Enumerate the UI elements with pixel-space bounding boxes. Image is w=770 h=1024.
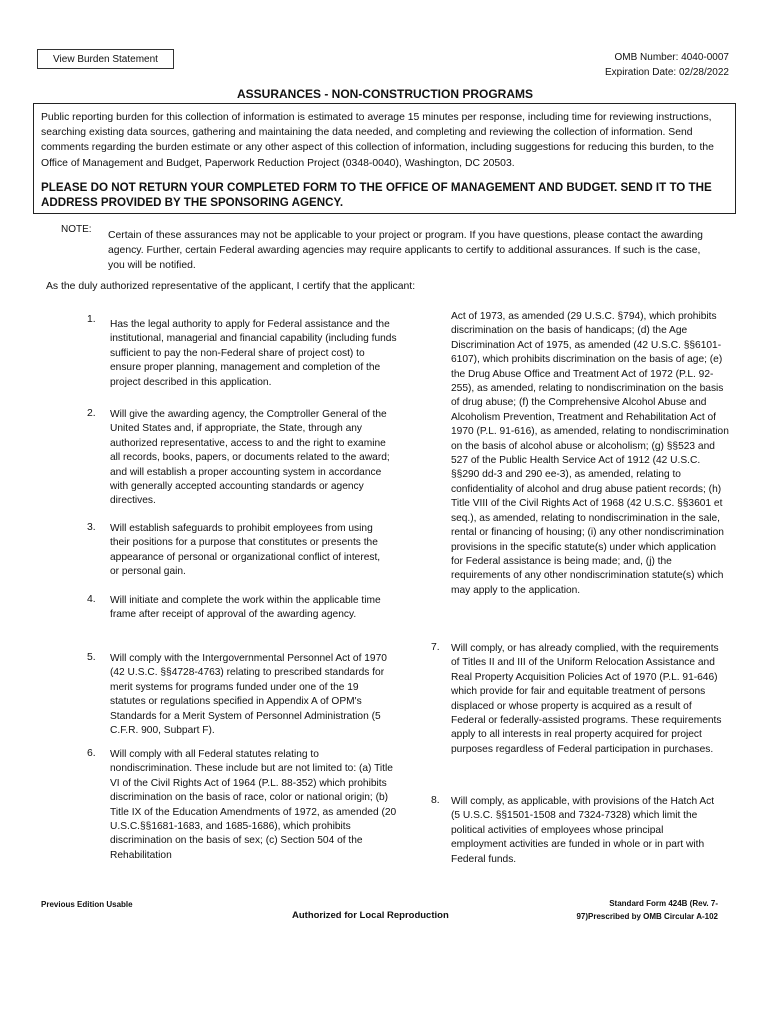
expiration-date: Expiration Date: 02/28/2022 (605, 67, 729, 78)
return-warning: PLEASE DO NOT RETURN YOUR COMPLETED FORM TO THE OFFICE OF MANAGEMENT AND BUDGET. SEND IT TO THE ADDRESS PROVIDED BY THE SPONSORING AGENCY. (41, 181, 712, 209)
item-1-text: Has the legal authority to apply for Federal assistance and the institutional, managerial and financial capability (including funds sufficient to pay the non-Federal share of project cost) to ensure proper planning, management and completion of the project described in this application. (110, 319, 397, 388)
item-4-number: 4. (87, 594, 96, 605)
burden-statement: Public reporting burden for this collection of information is estimated to average 15 minutes per response, including time for reviewing instructions, searching existing data sources, gathering and maintaining the data needed, and completing and reviewing the collection of information. Send comments regarding the burden estimate or any other aspect of this collection of information, including suggestions for reducing this burden, to the Office of Management and Budget, Paperwork Reduction Project (0348-0040), Washington, DC 20503. (41, 112, 714, 169)
certify-statement: As the duly authorized representative of the applicant, I certify that the applicant: (46, 281, 416, 292)
view-burden-statement-button[interactable]: View Burden Statement (37, 49, 174, 69)
note-text: Certain of these assurances may not be applicable to your project or program. If you have questions, please contact the awarding agency. Further, certain Federal awarding agencies may require applicants to certify to additional assurances. If such is the case, you will be notified. (108, 230, 703, 271)
footer-previous-edition: Previous Edition Usable (41, 900, 133, 909)
item-6-text: Will comply with all Federal statutes relating to nondiscrimination. These include but are not limited to: (a) Title VI of the Civil Rights Act of 1964 (P.L. 88-352) which prohibits discrimination on the basis of race, color or national origin; (b) Title IX of the Education Amendments of 1972, as amended (20 U.S.C.§§1681-1683, and 1685-1686), which prohibits discrimination on the basis of sex; (c) Section 504 of the Rehabilitation (110, 749, 397, 861)
item-2-text: Will give the awarding agency, the Comptroller General of the United States and, if appropriate, the State, through any authorized representative, access to and the right to examine all records, books, papers, or documents related to the award; and will establish a proper accounting system in accordance with generally accepted accounting standards or agency directives. (110, 409, 390, 507)
item-3-text: Will establish safeguards to prohibit employees from using their positions for a purpose that constitutes or presents the appearance of personal or organizational conflict of interest, or personal gain. (110, 523, 381, 578)
page-title: ASSURANCES - NON-CONSTRUCTION PROGRAMS (236, 87, 533, 101)
omb-number: OMB Number: 4040-0007 (614, 52, 729, 63)
item-8-number: 8. (431, 795, 440, 806)
item-1-number: 1. (87, 314, 96, 325)
note-label: NOTE: (61, 224, 92, 235)
footer-authorized: Authorized for Local Reproduction (292, 910, 449, 921)
item-4-text: Will initiate and complete the work within the applicable time frame after receipt of approval of the awarding agency. (110, 595, 381, 621)
item-5-number: 5. (87, 652, 96, 663)
item-7-number: 7. (431, 642, 440, 653)
omb-info (605, 50, 729, 80)
item-6-number: 6. (87, 748, 96, 759)
item-6-continuation: Act of 1973, as amended (29 U.S.C. §794), which prohibits discrimination on the basis of handicaps; (d) the Age Discrimination Act of 1975, as amended (42 U.S.C. §§6101-6107), which prohibits discrimination on the basis of age; (e) the Drug Abuse Office and Treatment Act of 1972 (P.L. 92-255), as amended, relating to nondiscrimination on the basis of drug abuse; (f) the Comprehensive Alcohol Abuse and Alcoholism Prevention, Treatment and Rehabilitation Act of 1970 (P.L. 91-616), as amended, relating to nondiscrimination on the basis of alcohol abuse or alcoholism; (g) §§523 and 527 of the Public Health Service Act of 1912 (42 U.S.C. §§290 dd-3 and 290 ee-3), as amended, relating to confidentiality of alcohol and drug abuse patient records; (h) Title VIII of the Civil Rights Act of 1968 (42 U.S.C. §§3601 et seq.), as amended, relating to nondiscrimination in the sale, rental or financing of housing; (i) any other nondiscrimination provisions in the specific statute(s) under which application for Federal assistance is being made; and, (j) the requirements of any other nondiscrimination statute(s) which may apply to the application. (451, 311, 729, 596)
item-5-text: Will comply with the Intergovernmental Personnel Act of 1970 (42 U.S.C. §§4728-4763) relating to prescribed standards for merit systems for programs funded under one of the 19 statutes or regulations specified in Appendix A of OPM's Standards for a Merit System of Personnel Administration (5 C.F.R. 900, Subpart F). (110, 653, 387, 737)
item-8-text: Will comply, as applicable, with provisions of the Hatch Act (5 U.S.C. §§1501-1508 and 7324-7328) which limit the political activities of employees whose principal employment activities are funded in whole or in part with Federal funds. (451, 796, 715, 865)
item-2-number: 2. (87, 408, 96, 419)
footer-form-number: Standard Form 424B (Rev. 7-97)Prescribed by OMB Circular A-102 (576, 899, 718, 921)
item-7-text: Will comply, or has already complied, with the requirements of Titles II and III of the Uniform Relocation Assistance and Real Property Acquisition Policies Act of 1970 (P.L. 91-646) which provide for fair and equitable treatment of persons displaced or whose property is acquired as a result of Federal or federally-assisted programs. These requirements apply to all interests in real property acquired for project purposes regardless of Federal participation in purchases. (451, 643, 722, 755)
item-3-number: 3. (87, 522, 96, 533)
